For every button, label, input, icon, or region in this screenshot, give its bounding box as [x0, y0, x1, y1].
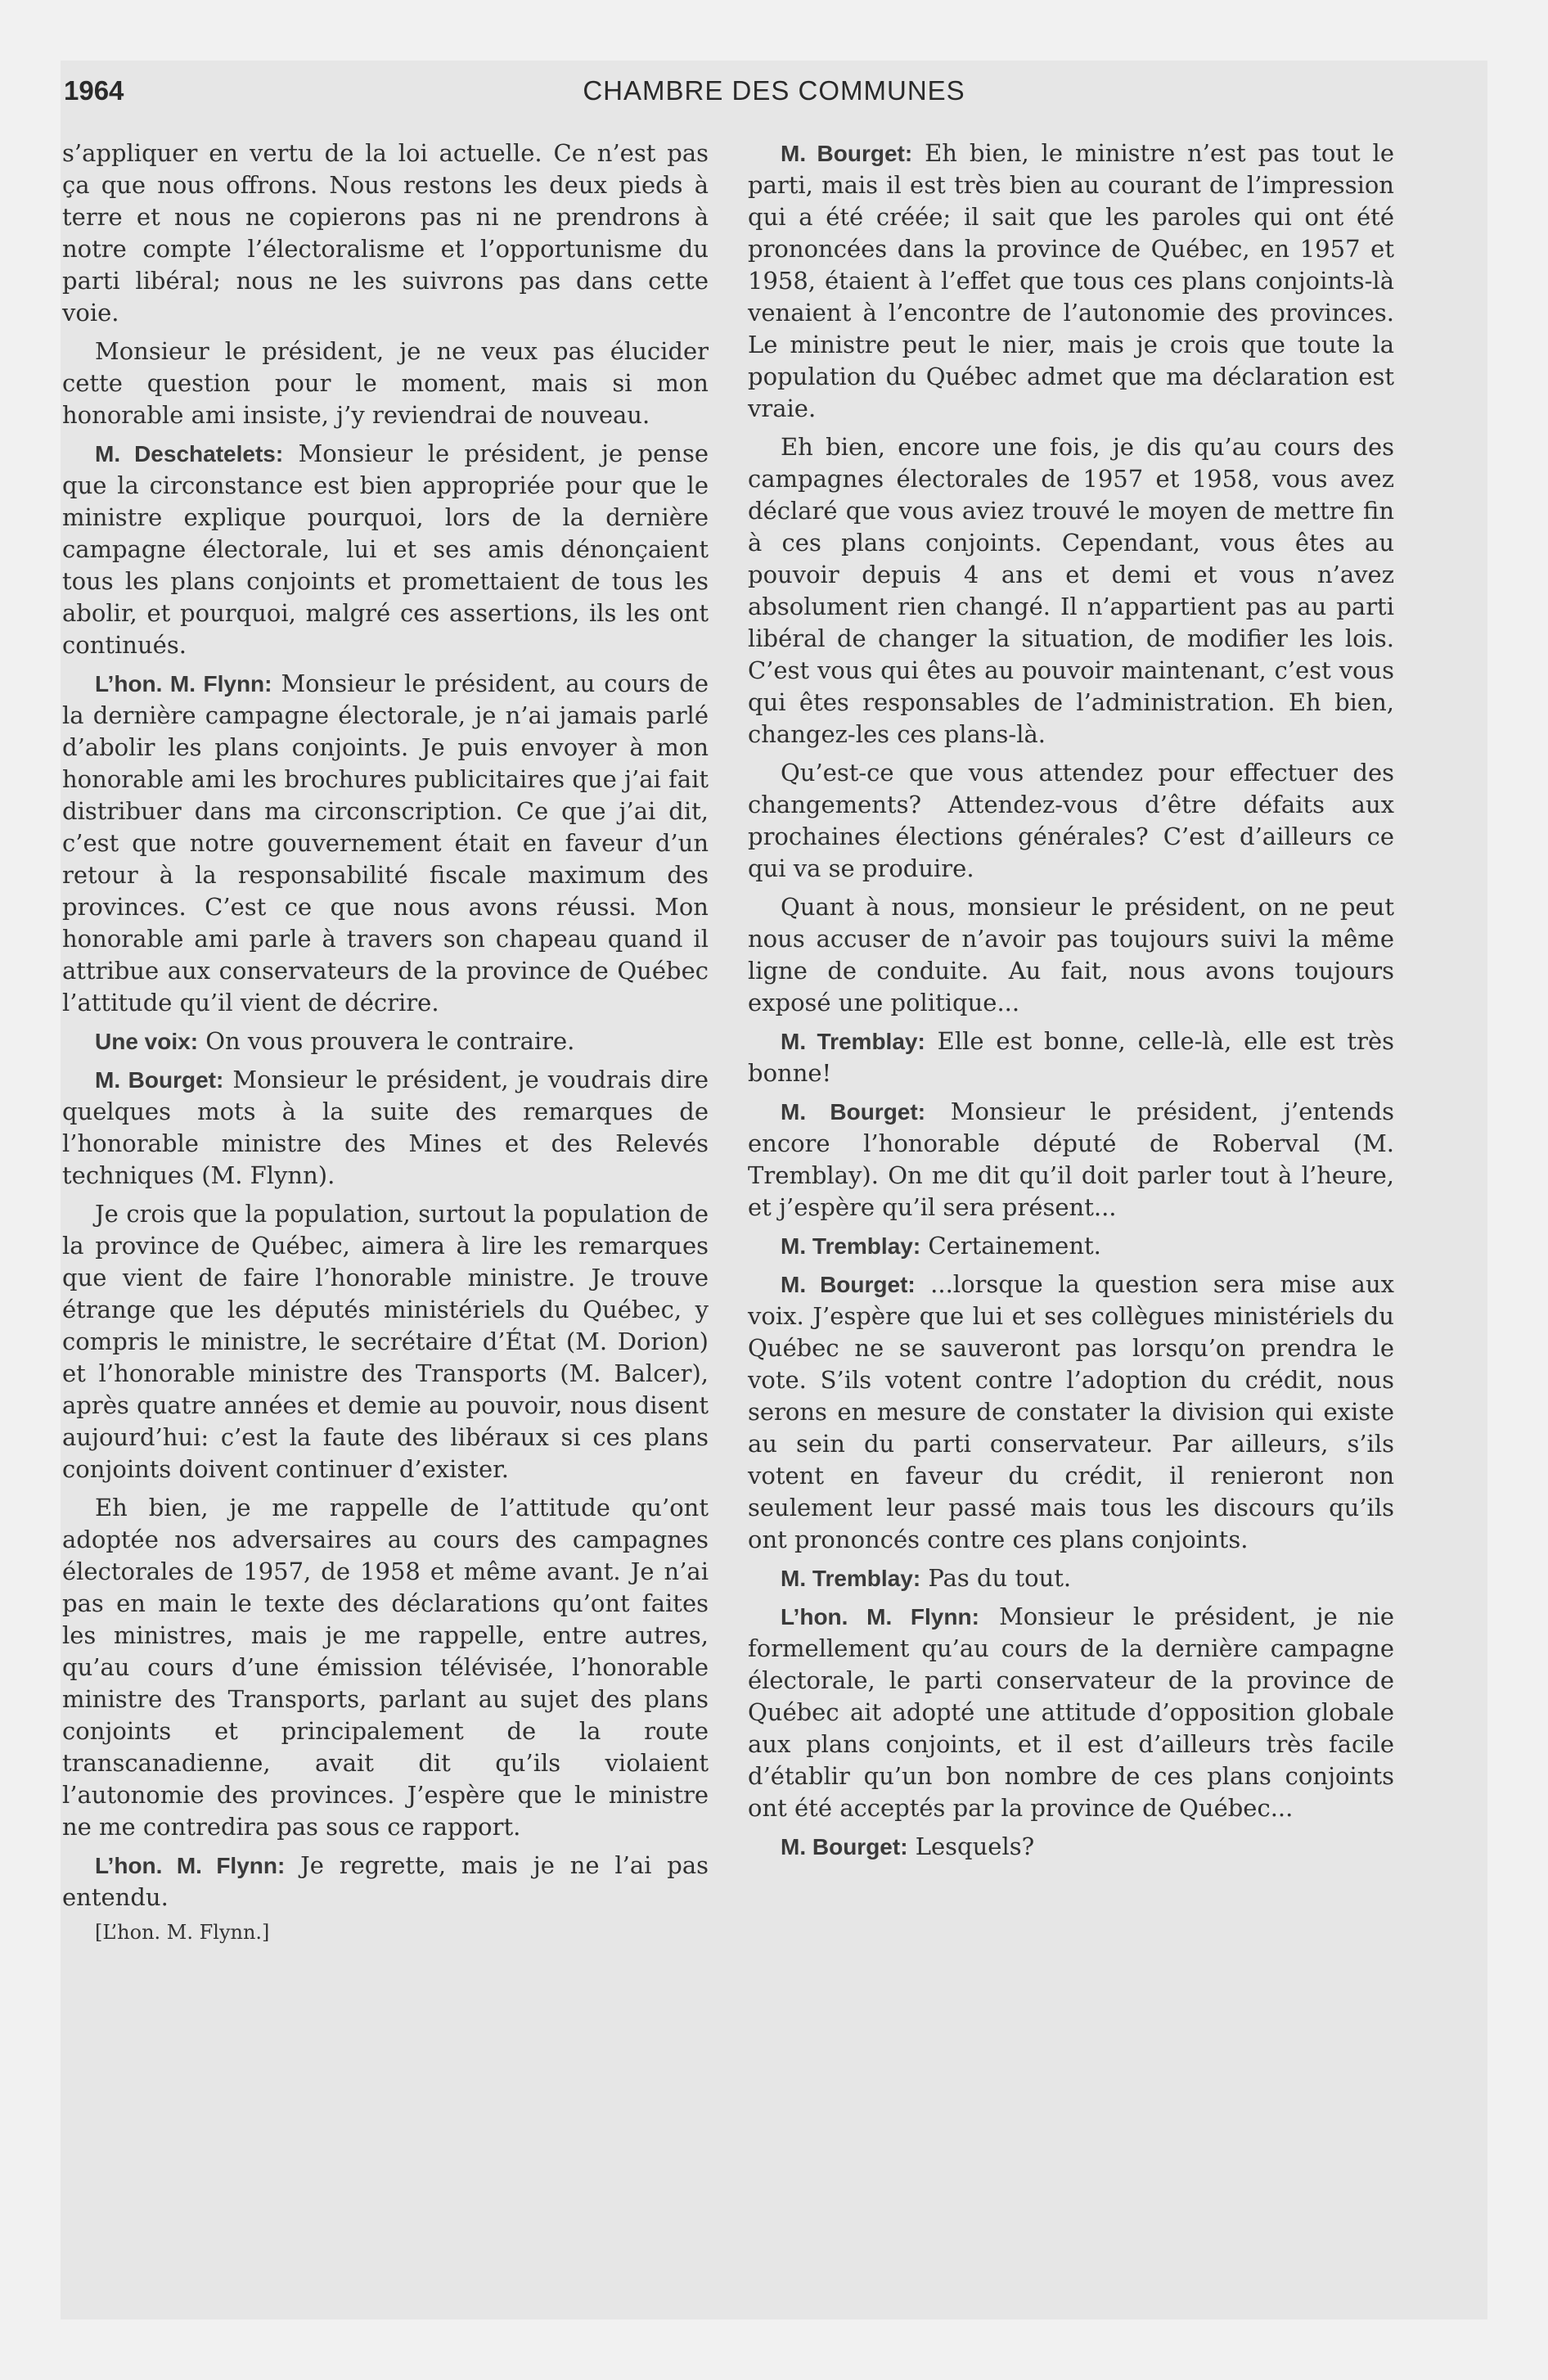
paragraph: s’appliquer en vertu de la loi actuelle. Ce n’est pas ça que nous offrons. Nous restons les deux pieds à terre et nous ne copierons pas ni ne prendrons à notre compte l’électoralisme et l’opportunisme du parti libéral; nous ne les suivrons pas dans cette voie. — [62, 139, 709, 327]
paragraph: M. Tremblay: Elle est bonne, celle-là, elle est très bonne! — [748, 1027, 1394, 1087]
page-header — [64, 75, 1484, 121]
paragraph: M. Bourget: Monsieur le président, j’entends encore l’honorable député de Roberval (M. Tremblay). On me dit qu’il doit parler tout à l’heure, et j’espère qu’il sera présent... — [748, 1098, 1395, 1221]
speaker-name: M. Bourget: — [95, 1067, 224, 1093]
paragraph: M. Bourget: ...lorsque la question sera mise aux voix. J’espère que lui et ses collègues ministériels du Québec ne se sauveront pas lorsqu’on prendra le vote. S’ils votent contre l’adoption du crédit, nous serons en mesure de constater la division qui existe au sein du parti conservateur. Par ailleurs, s’ils votent en faveur du crédit, il renieront non seulement leur passé mais tous les discours qu’ils ont prononcés contre ces plans conjoints. — [748, 1270, 1395, 1553]
running-head: CHAMBRE DES COMMUNES — [583, 75, 965, 106]
paragraph: M. Tremblay: Pas du tout. — [781, 1564, 1072, 1592]
speaker-name: M. Bourget: — [781, 141, 913, 166]
paragraph: M. Bourget: Lesquels? — [781, 1832, 1035, 1860]
speaker-name: M. Tremblay: — [781, 1233, 921, 1259]
paragraph: Eh bien, je me rappelle de l’attitude qu’ont adoptée nos adversaires au cours des campagnes électorales de 1957, de 1958 et même avant. Je n’ai pas en main le texte des déclarations qu’ont faites les ministres, mais je me rappelle, entre autres, qu’au cours d’une émission télévisée, l’honorable ministre des Transports, parlant au sujet des plans conjoints et principalement de la route transcanadienne, avait dit qu’ils violaient l’autonomie des provinces. J’espère que le ministre ne me contredira pas sous ce rapport. — [62, 1494, 709, 1841]
speaker-name: M. Bourget: — [781, 1834, 908, 1859]
right-column — [748, 137, 1394, 1869]
paragraph: Je crois que la population, surtout la population de la province de Québec, aimera à lire les remarques que vient de faire l’honorable ministre. Je trouve étrange que les députés ministériels du Québec, y compris le ministre, le secrétaire d’État (M. Dorion) et l’honorable ministre des Transports (M. Balcer), après quatre années et demie au pouvoir, nous disent aujourd’hui: c’est la faute des libéraux si ces plans conjoints doivent continuer d’exister. — [62, 1200, 709, 1483]
speaker-name: M. Tremblay: — [781, 1029, 925, 1054]
speaker-name: L’hon. M. Flynn: — [781, 1604, 979, 1629]
speaker-name: M. Deschatelets: — [95, 441, 284, 467]
speaker-name: Une voix: — [95, 1029, 199, 1054]
page-footnote: [L’hon. M. Flynn.] — [95, 1921, 270, 1944]
paragraph: Une voix: On vous prouvera le contraire. — [95, 1027, 575, 1055]
paragraph: L’hon. M. Flynn: Monsieur le président, je nie formellement qu’au cours de la dernière campagne électorale, le parti conservateur de la province de Québec ait adopté une attitude d’opposition globale aux plans conjoints, et il est d’ailleurs très facile d’établir qu’un bon nombre de ces plans conjoints ont été acceptés par la province de Québec... — [748, 1602, 1395, 1822]
paragraph: Eh bien, encore une fois, je dis qu’au cours des campagnes électorales de 1957 et 1958, vous avez déclaré que vous aviez trouvé le moyen de mettre fin à ces plans conjoints. Cependant, vous êtes au pouvoir depuis 4 ans et demi et vous n’avez absolument rien changé. Il n’appartient pas au parti libéral de changer la situation, de modifier les lois. C’est vous qui êtes au pouvoir maintenant, c’est vous qui êtes responsables de l’administration. Eh bien, changez-les ces plans-là. — [748, 433, 1394, 748]
speaker-name: L’hon. M. Flynn: — [95, 671, 272, 696]
paragraph: M. Bourget: Monsieur le président, je voudrais dire quelques mots à la suite des remarques de l’honorable ministre des Mines et des Relevés techniques (M. Flynn). — [62, 1066, 709, 1189]
speaker-name: M. Bourget: — [781, 1272, 916, 1297]
speaker-name: M. Bourget: — [781, 1099, 926, 1125]
paragraph: M. Deschatelets: Monsieur le président, je pense que la circonstance est bien appropriée pour que le ministre explique pourquoi, lors de la dernière campagne électorale, lui et ses amis dénonçaient tous les plans conjoints et promettaient de tous les abolir, et pourquoi, malgré ces assertions, ils les ont continués. — [62, 439, 709, 659]
paragraph: M. Bourget: Eh bien, le ministre n’est pas tout le parti, mais il est très bien au courant de l’impression qui a été créée; il sait que les paroles qui ont été prononcées dans la province de Québec, en 1957 et 1958, étaient à l’effet que tous ces plans conjoints-là venaient à l’encontre de l’autonomie des provinces. Le ministre peut le nier, mais je crois que toute la population du Québec admet que ma déclaration est vraie. — [748, 139, 1394, 422]
page-number: 1964 — [64, 75, 124, 106]
speaker-name: M. Tremblay: — [781, 1566, 921, 1591]
paragraph: Quant à nous, monsieur le président, on ne peut nous accuser de n’avoir pas toujours suivi la même ligne de conduite. Au fait, nous avons toujours exposé une politique... — [748, 893, 1394, 1016]
paragraph: M. Tremblay: Certainement. — [781, 1232, 1101, 1260]
paragraph: Monsieur le président, je ne veux pas élucider cette question pour le moment, mais si mon honorable ami insiste, j’y reviendrai de nouveau. — [62, 337, 709, 429]
left-column — [62, 137, 709, 1951]
paragraph: L’hon. M. Flynn: Je regrette, mais je ne l’ai pas entendu. — [62, 1851, 709, 1911]
paragraph: Qu’est-ce que vous attendez pour effectuer des changements? Attendez-vous d’être défaits aux prochaines élections générales? C’est d’ailleurs ce qui va se produire. — [748, 759, 1394, 882]
paragraph: L’hon. M. Flynn: Monsieur le président, au cours de la dernière campagne électorale, je n’ai jamais parlé d’abolir les plans conjoints. Je puis envoyer à mon honorable ami les brochures publicitaires que j’ai fait distribuer dans ma circonscription. Ce que j’ai dit, c’est que notre gouvernement était en faveur d’un retour à la responsabilité fiscale maximum des provinces. C’est ce que nous avons réussi. Mon honorable ami parle à travers son chapeau quand il attribue aux conservateurs de la province de Québec l’attitude qu’il vient de décrire. — [62, 669, 709, 1016]
speaker-name: L’hon. M. Flynn: — [95, 1853, 286, 1878]
